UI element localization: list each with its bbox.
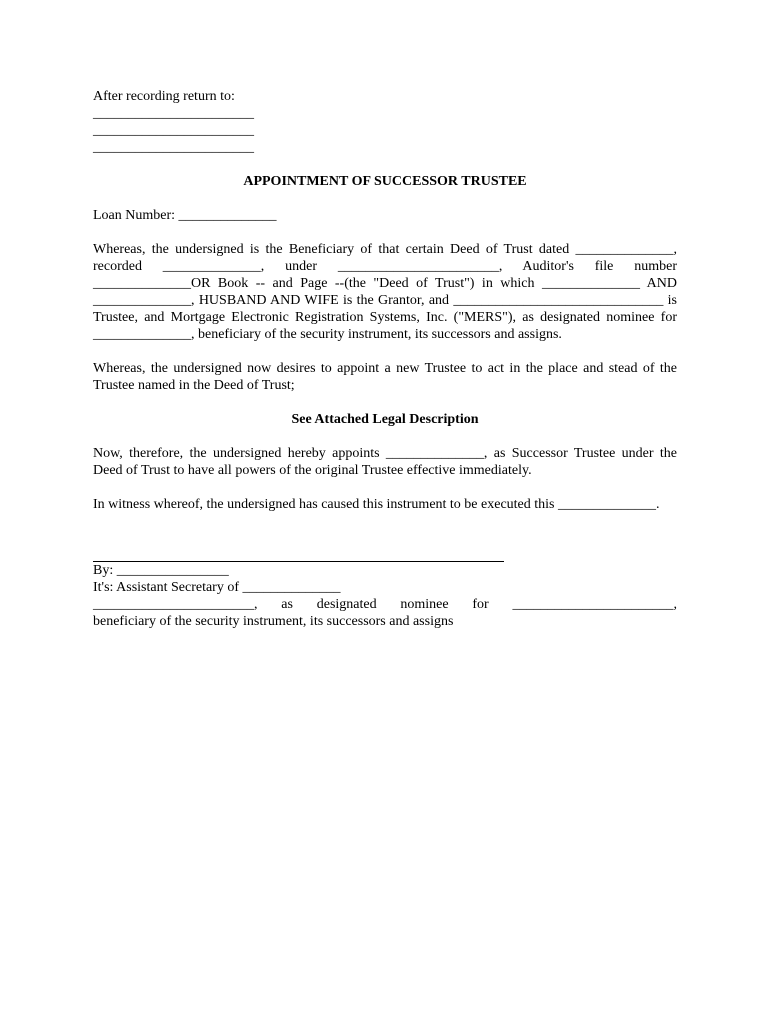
loan-number: Loan Number: ______________	[93, 208, 277, 223]
signature-nominee: _______________________, as designated nominee for _______________________,	[93, 597, 677, 612]
signature-title: It's: Assistant Secretary of ______________	[93, 580, 341, 595]
witness-paragraph: In witness whereof, the undersigned has caused this instrument to be executed this ______________.	[93, 497, 660, 512]
document-title: APPOINTMENT OF SUCCESSOR TRUSTEE	[243, 174, 527, 189]
signature-by: By: ________________	[93, 563, 229, 578]
return-label: After recording return to:	[93, 89, 235, 104]
return-address-line-1: _______________________	[93, 106, 254, 121]
signature-line	[93, 546, 504, 562]
return-address-line-2: _______________________	[93, 123, 254, 138]
return-address-line-3: _______________________	[93, 140, 254, 155]
signature-beneficiary: beneficiary of the security instrument, its successors and assigns	[93, 614, 454, 629]
whereas-beneficiary-paragraph: Whereas, the undersigned is the Beneficiary of that certain Deed of Trust dated ______________, recorded ______________, under _______________________, Auditor's file number ______________OR Book -- and Page --(the "Deed of Trust") in which ______________ AND ______________, HUSBAND AND WIFE is the Grantor, and ______________________________ is Trustee, and Mortgage Electronic Registration Systems, Inc. ("MERS"), as designated nominee for ______________, beneficiary of the security instrument, its successors and assigns.	[93, 242, 677, 342]
document-page	[93, 88, 677, 630]
appointment-paragraph: Now, therefore, the undersigned hereby appoints ______________, as Successor Trustee under the Deed of Trust to have all powers of the original Trustee effective immediately.	[93, 446, 677, 478]
whereas-appoint-paragraph: Whereas, the undersigned now desires to appoint a new Trustee to act in the place and stead of the Trustee named in the Deed of Trust;	[93, 361, 677, 393]
legal-description-heading: See Attached Legal Description	[291, 412, 479, 427]
